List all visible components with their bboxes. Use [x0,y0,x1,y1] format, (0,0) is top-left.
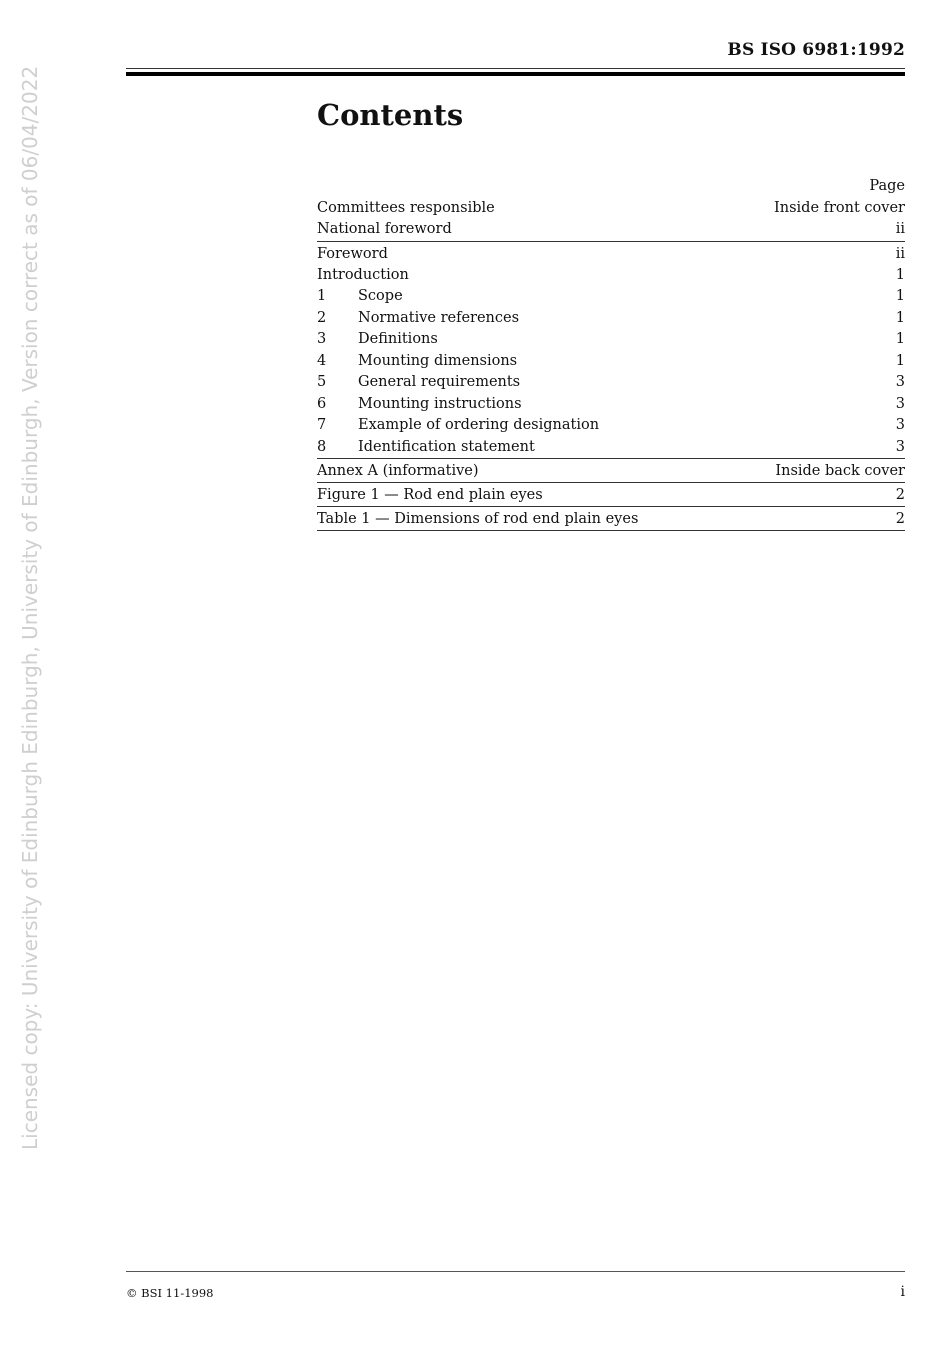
toc-entry[interactable] [317,483,905,507]
toc-entry-label: Example of ordering designation [358,417,600,433]
toc-entry[interactable] [317,308,905,330]
toc-entry-page: 1 [895,266,905,283]
footer-rule [126,1271,905,1272]
toc-entry-number: 6 [317,395,327,412]
footer-copyright: © BSI 11-1998 [126,1286,214,1300]
toc-entry[interactable] [317,265,905,287]
toc-entry-page: 1 [895,309,905,326]
toc-entry-label: Annex A (informative) [317,463,479,479]
toc-entry[interactable] [317,507,905,531]
toc-entry-page: 3 [895,395,905,412]
toc-page-heading: Page [869,178,905,194]
toc-entry[interactable] [317,415,905,437]
toc-entry-page: Inside back cover [775,463,905,479]
toc-entry-page: 1 [895,352,905,369]
toc-entry-label: Mounting instructions [358,395,522,412]
toc-entry-page: 3 [895,438,905,455]
toc-entry-label: Introduction [317,266,409,283]
document-id: BS ISO 6981:1992 [727,40,905,60]
toc-entry-number: 3 [317,331,327,347]
toc-page-heading-row [317,176,905,198]
toc-entry[interactable] [317,329,905,351]
toc-entry-label: Normative references [358,309,520,326]
header-thin-rule [126,68,905,69]
toc-entry[interactable] [317,437,905,460]
toc-entry-label: Foreword [317,245,388,262]
toc-entry-label: Scope [358,288,403,304]
toc-entry[interactable] [317,459,905,483]
page-title: Contents [317,98,464,132]
toc-entry-label: Committees responsible [317,199,495,216]
footer-page-number: i [900,1284,905,1300]
toc-entry-page: ii [895,245,905,262]
toc-entry-page: 2 [895,511,905,527]
toc-entry[interactable] [317,198,905,220]
table-of-contents [317,176,905,531]
toc-entry[interactable] [317,242,905,265]
toc-entry-number: 1 [317,288,327,304]
toc-entry-label: Mounting dimensions [358,352,518,369]
toc-entry[interactable] [317,219,905,242]
toc-entry-number: 2 [317,309,327,326]
toc-entry[interactable] [317,286,905,308]
toc-entry-label: Table 1 — Dimensions of rod end plain eyes [317,511,639,527]
toc-entry-label: Definitions [358,331,438,347]
toc-entry-page: 1 [895,331,905,347]
toc-entry-label: Identification statement [358,438,535,455]
toc-entry-number: 8 [317,438,327,455]
toc-entry[interactable] [317,372,905,394]
toc-entry-page: 1 [895,288,905,304]
toc-entry-page: Inside front cover [774,199,905,216]
toc-entry-number: 7 [317,417,327,433]
toc-entry-label: National foreword [317,221,452,237]
toc-entry-page: 2 [895,487,905,503]
license-watermark: Licensed copy: University of Edinburgh Edinburgh, University of Edinburgh, Version correct as of 06/04/2022 [18,65,42,1150]
toc-entry[interactable] [317,394,905,416]
toc-entry-number: 5 [317,374,327,390]
header-thick-rule [126,72,905,76]
toc-entry-label: General requirements [358,374,521,390]
toc-entry-page: 3 [895,374,905,390]
toc-entry-page: ii [895,221,905,237]
toc-entry[interactable] [317,351,905,373]
toc-entry-label: Figure 1 — Rod end plain eyes [317,487,543,503]
toc-entry-page: 3 [895,417,905,433]
toc-entry-number: 4 [317,352,327,369]
